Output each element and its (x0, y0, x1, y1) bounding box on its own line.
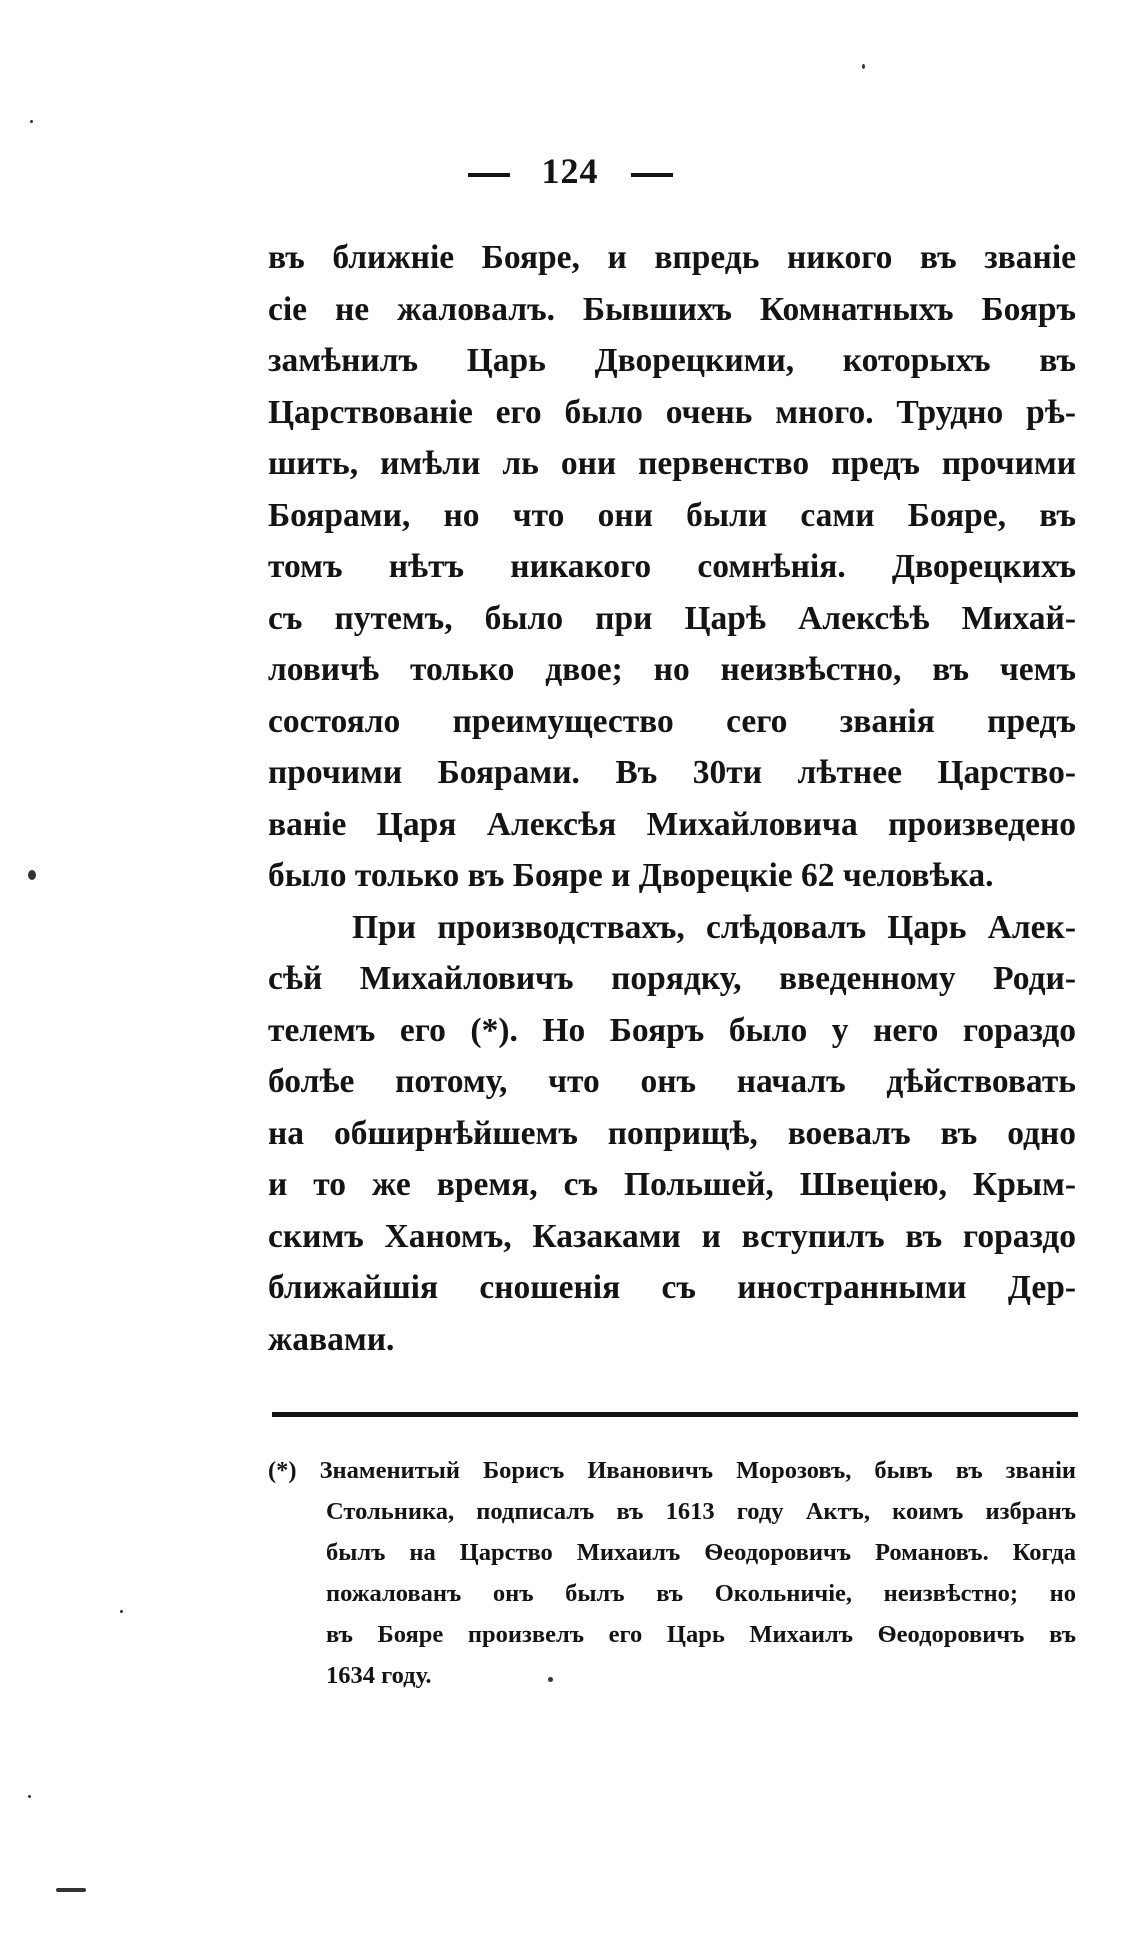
footnote-separator-rule (272, 1412, 1078, 1417)
text-line: было только въ Бояре и Дворецкіе 62 человѣка. (268, 857, 994, 894)
text-line: скимъ Ханомъ, Казаками и вступилъ въ гораздо (268, 1217, 1076, 1255)
text-line: томъ нѣтъ никакого сомнѣнія. Дворецкихъ (268, 548, 1076, 585)
footnote (268, 1450, 1076, 1696)
scan-speck (862, 64, 865, 69)
footnote-line: былъ на Царство Михаилъ Ѳеодоровичъ Романовъ. Когда (326, 1539, 1076, 1566)
text-line: Царствованіе его было очень много. Трудно рѣ- (268, 393, 1076, 431)
text-line: съ путемъ, было при Царѣ Алексѣѣ Михай- (268, 599, 1076, 637)
text-line: Боярами, но что они были сами Бояре, въ (268, 496, 1076, 534)
text-line: сѣй Михайловичъ порядку, введенному Роди- (268, 960, 1076, 997)
text-line: болѣе потому, что онъ началъ дѣйствовать (268, 1063, 1076, 1100)
footnote-line: 1634 году. (326, 1662, 432, 1689)
text-line: ближайшія сношенія съ иностранными Дер- (268, 1269, 1076, 1306)
text-line: состояло преимущество сего званія предъ (268, 702, 1076, 740)
paragraph-1 (268, 232, 1076, 902)
text-line: шить, имѣли ль они первенство предъ прочими (268, 445, 1076, 482)
text-line: сіе не жаловалъ. Бывшихъ Комнатныхъ Бояръ (268, 290, 1076, 328)
page-number-header (0, 150, 1140, 192)
scan-speck (548, 1677, 553, 1682)
text-line: жавами. (268, 1320, 395, 1358)
right-dash (631, 173, 673, 177)
scan-speck (56, 1888, 86, 1892)
left-dash (468, 173, 510, 177)
footnote-line: въ Бояре произвелъ его Царь Михаилъ Ѳеодоровичъ въ (326, 1621, 1076, 1648)
paragraph-2 (268, 902, 1076, 1366)
scan-speck (28, 1795, 31, 1798)
main-text (268, 232, 1076, 1365)
page-number: 124 (541, 151, 599, 191)
text-line: телемъ его (*). Но Бояръ было у него гораздо (268, 1011, 1076, 1049)
text-line: и то же время, съ Польшей, Швеціею, Крым- (268, 1166, 1076, 1203)
footnote-line: (*) Знаменитый Борисъ Ивановичъ Морозовъ, бывъ въ званіи (268, 1457, 1076, 1484)
footnote-line: Стольника, подписалъ въ 1613 году Актъ, коимъ избранъ (326, 1498, 1076, 1525)
text-line: въ ближніе Бояре, и впредь никого въ званіе (268, 239, 1076, 276)
scan-speck (30, 120, 33, 123)
scan-speck (120, 1610, 123, 1613)
footnote-line: пожалованъ онъ былъ въ Окольничіе, неизвѣстно; но (326, 1580, 1076, 1607)
text-line: ловичѣ только двое; но неизвѣстно, въ чемъ (268, 651, 1076, 688)
scan-speck (28, 870, 36, 880)
text-line: прочими Боярами. Въ 30ти лѣтнее Царство- (268, 754, 1076, 791)
text-line: на обширнѣйшемъ поприщѣ, воевалъ въ одно (268, 1114, 1076, 1152)
text-line: замѣнилъ Царь Дворецкими, которыхъ въ (268, 342, 1076, 379)
text-line: При производствахъ, слѣдовалъ Царь Алек- (352, 908, 1076, 946)
text-line: ваніе Царя Алексѣя Михайловича произведено (268, 805, 1076, 843)
